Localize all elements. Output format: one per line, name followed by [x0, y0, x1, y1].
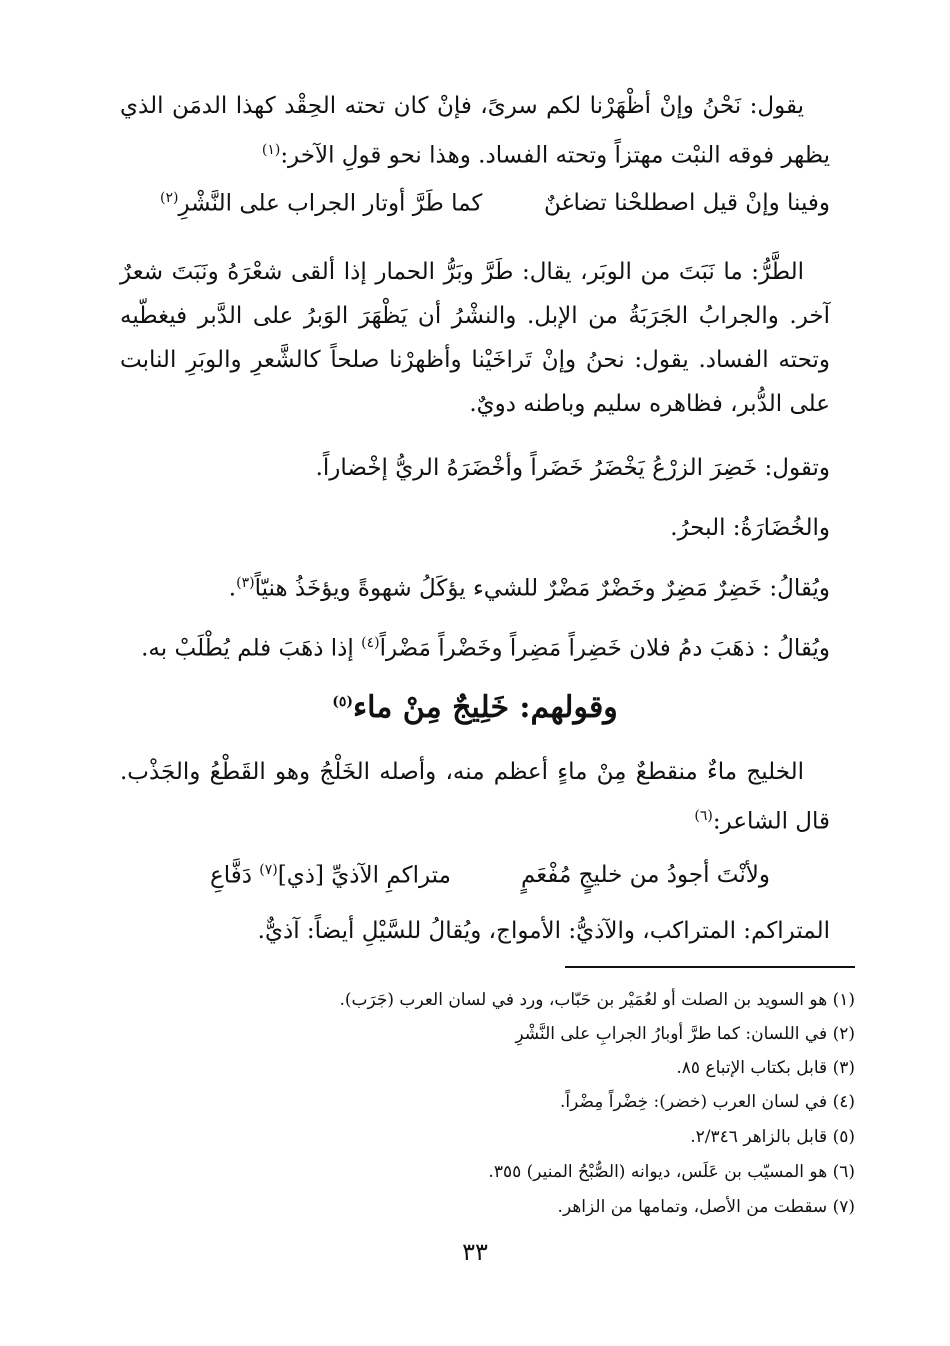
- verse-1-second-hemistich: كما طَرَّ أوتار الجراب على النَّشْرِ$^{(٢)}$: [160, 190, 483, 217]
- footnote-ref-4: (٤): [361, 635, 380, 651]
- line-yuqal-2: ويُقالُ : ذهَبَ دمُ فلان خَضِراً مَضِراً وخَضْراً مَضْراً$^{(٤)}$ إذا ذهَبَ فلم يُطْلَبْ به.: [141, 635, 830, 662]
- section-heading: وقولهم: خَلِيجٌ مِنْ ماء$^{(٥)}$: [332, 690, 618, 725]
- verse-1-first-hemistich: وفينا وإنْ قيل اصطلحْنا تضاغنٌ: [543, 190, 830, 216]
- footnote-7: (٧) سقطت من الأصل، وتمامها من الزاهر.: [557, 1197, 855, 1217]
- line-khudara: والخُضَارَةُ: البحرُ.: [670, 515, 830, 541]
- paragraph-3-text: الخليج ماءٌ منقطعٌ مِنْ ماءٍ أعظم منه، وأصله الخَلْجُ وهو القَطْعُ والجَذْب. قال الشاعر:: [120, 759, 830, 835]
- footnote-ref-2: (٢): [160, 190, 179, 206]
- footnote-ref-5: (٥): [332, 694, 353, 710]
- line-khadir: وتقول: خَضِرَ الزرْعُ يَخْضَرُ خَضَراً وأخْضَرَهُ الريُّ إخْضاراً.: [315, 455, 830, 481]
- paragraph-1: [120, 84, 830, 178]
- footnote-5: (٥) قابل بالزاهر ٢/٣٤٦.: [690, 1127, 855, 1147]
- paragraph-2: [120, 250, 830, 426]
- footnote-ref-7: (٧): [259, 862, 278, 878]
- footnote-6: (٦) هو المسيّب بن عَلَس، ديوانه (الصُّبْحُ المنير) ٣٥٥.: [488, 1162, 855, 1182]
- footnote-separator: [565, 966, 855, 968]
- paragraph-2-text: الطَّرُّ: ما نَبَتَ من الوبَر، يقال: طَرَّ وبَرُّ الحمار إذا ألقى شعْرَهُ ونَبَتَ شعرٌ آخر. والجرابُ الجَرَبَةُ من الإبل. والنشْرُ أن يَظْهَرَ الوَبرُ على الدَّبر فيغطّيه وتحته الفساد. يقول: نحنُ وإنْ تَراخَيْنا وأظهرْنا صلحاً كالشَّعرِ والوبَرِ النابت على الدُّبر، فظاهره سليم وباطنه دويٌ.: [120, 259, 830, 417]
- line-mutarakim: المتراكم: المتراكب، والآذيُّ: الأمواج، ويُقالُ للسَّيْلِ أيضاً: آذيٌّ.: [257, 918, 830, 944]
- footnote-3: (٣) قابل بكتاب الإتباع ٨٥.: [676, 1058, 855, 1078]
- footnote-4: (٤) في لسان العرب (خضر): خِضْراً مِضْراً.: [560, 1092, 855, 1112]
- footnote-ref-3: (٣): [236, 575, 255, 591]
- verse-2-first-hemistich: ولأنْتَ أجودُ من خليجٍ مُفْعَمٍ: [521, 862, 770, 888]
- footnote-1: (١) هو السويد بن الصلت أو لعُمَيْر بن حَبّاب، ورد في لسان العرب (جَرَب).: [339, 990, 855, 1010]
- verse-2-second-hemistich: متراكمِ الآذيِّ [ذي]$^{(٧)}$ دَفَّاعِ: [210, 862, 451, 889]
- footnote-ref-6: (٦): [694, 808, 713, 824]
- footnote-ref-1: (١): [261, 142, 281, 158]
- footnote-2: (٢) في اللسان: كما طرَّ أوبارُ الجرابِ على النَّشْرِ: [515, 1024, 855, 1044]
- page-number: ٣٣: [462, 1238, 488, 1266]
- line-yuqal-1: ويُقالُ: خَضِرٌ مَضِرٌ وخَضْرٌ مَضْرٌ للشيء يؤكَلُ شهوةً ويؤخَذُ هنيّاً$^{(٣)}$.: [228, 575, 830, 602]
- paragraph-1-text: يقول: نَحْنُ وإنْ أظْهَرْنا لكم سرىً، فإنْ كان تحته الحِقْد كهذا الدمَن الذي يظهر فوقه النبْت مهتزاً وتحته الفساد. وهذا نحو قولِ الآخر:: [120, 93, 830, 169]
- paragraph-3: [120, 750, 830, 844]
